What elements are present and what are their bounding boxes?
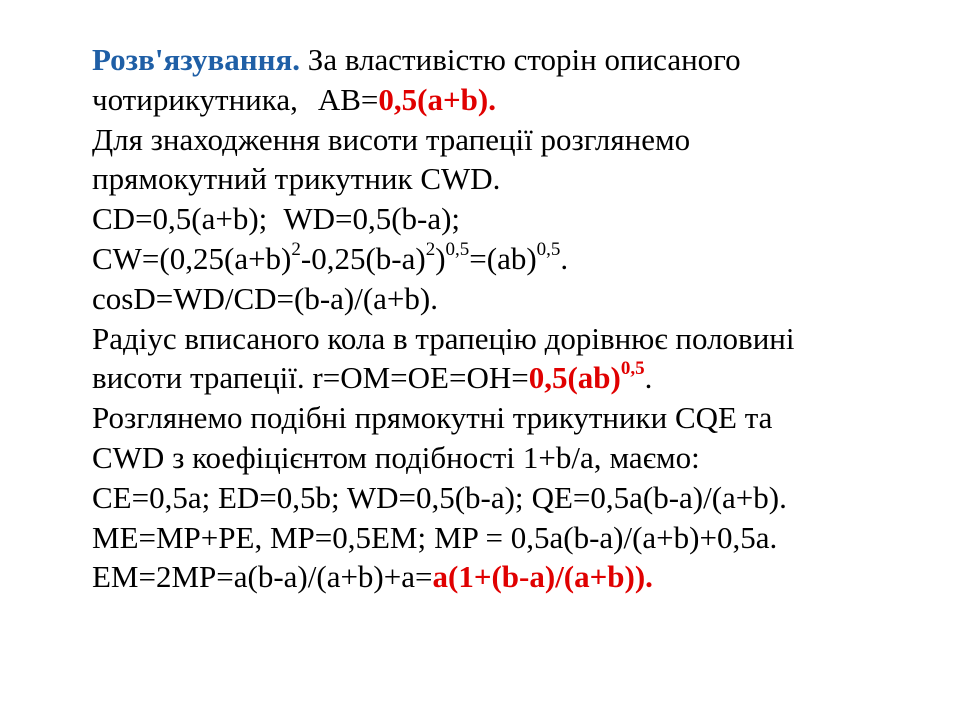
solution-text xyxy=(92,40,942,597)
wd-formula: WD=0,5(b-a); xyxy=(283,201,461,237)
line-2 xyxy=(92,80,942,120)
line-4 xyxy=(92,159,942,199)
line-11-text: CWD з коефіцієнтом подібності xyxy=(92,439,515,475)
cw-formula-part-1: CW=(0,25(a+b) xyxy=(92,240,292,276)
line-8-text: Радіус вписаного кола в трапецію дорівнює половині xyxy=(92,320,795,356)
line-14 xyxy=(92,557,942,597)
line-4-text: прямокутний трикутник CWD. xyxy=(92,161,501,197)
similarity-coefficient: 1+b/a, xyxy=(522,439,602,475)
cw-exponent-2: 2 xyxy=(425,238,436,260)
line-5 xyxy=(92,199,942,239)
line-12-text: CE=0,5a; ED=0,5b; WD=0,5(b-a); xyxy=(92,479,524,515)
mp-formula: MP = 0,5a(b-a)/(a+b)+0,5a. xyxy=(434,519,778,555)
em-formula: EM=2MP=a(b-a)/(a+b)+a= xyxy=(92,559,433,595)
radius-result-exponent: 0,5 xyxy=(620,358,645,380)
line-12 xyxy=(92,478,942,518)
radius-formula: висоти трапеції. r=OM=OE=OH= xyxy=(92,360,529,396)
cos-formula: cosD=WD/CD=(b-a)/(a+b). xyxy=(92,280,438,316)
line-2-text: чотирикутника, xyxy=(92,81,298,117)
ab-label: AB= xyxy=(317,81,379,117)
line-1-text: За властивістю сторін описаного xyxy=(307,42,741,77)
line-10-text: Розглянемо подібні прямокутні трикутники CQE та xyxy=(92,400,773,436)
cw-formula-part-4: =(ab) xyxy=(469,240,537,276)
qe-formula: QE=0,5a(b-a)/(a+b). xyxy=(531,479,787,515)
line-3 xyxy=(92,120,942,160)
line-13-text: ME=MP+PE, MP=0,5EM; xyxy=(92,519,427,555)
cw-formula-part-3: ) xyxy=(435,240,446,276)
radius-result xyxy=(529,360,645,395)
radius-result-base: 0,5(ab) xyxy=(528,360,621,396)
line-11 xyxy=(92,438,942,478)
line-6 xyxy=(92,239,942,279)
line-1 xyxy=(92,40,942,80)
line-9 xyxy=(92,358,942,398)
cw-exponent-1: 2 xyxy=(291,238,301,260)
line-7 xyxy=(92,279,942,319)
cd-formula: CD=0,5(a+b); xyxy=(92,201,268,237)
line-3-text: Для знаходження висоти трапеції розглянемо xyxy=(92,121,691,157)
line-13 xyxy=(92,518,942,558)
solution-heading: Розв'язування. xyxy=(92,42,301,77)
em-result: a(1+(b-a)/(a+b)). xyxy=(432,559,653,595)
cw-exponent-4: 0,5 xyxy=(536,238,561,260)
line-11-end: маємо: xyxy=(609,439,700,475)
ab-result: 0,5(a+b). xyxy=(378,81,496,117)
radius-formula-end: . xyxy=(644,360,653,396)
line-10 xyxy=(92,398,942,438)
cw-exponent-3: 0,5 xyxy=(445,238,470,260)
line-8 xyxy=(92,319,942,359)
cw-formula-end: . xyxy=(560,240,569,276)
cw-formula-part-2: -0,25(b-a) xyxy=(300,240,426,276)
